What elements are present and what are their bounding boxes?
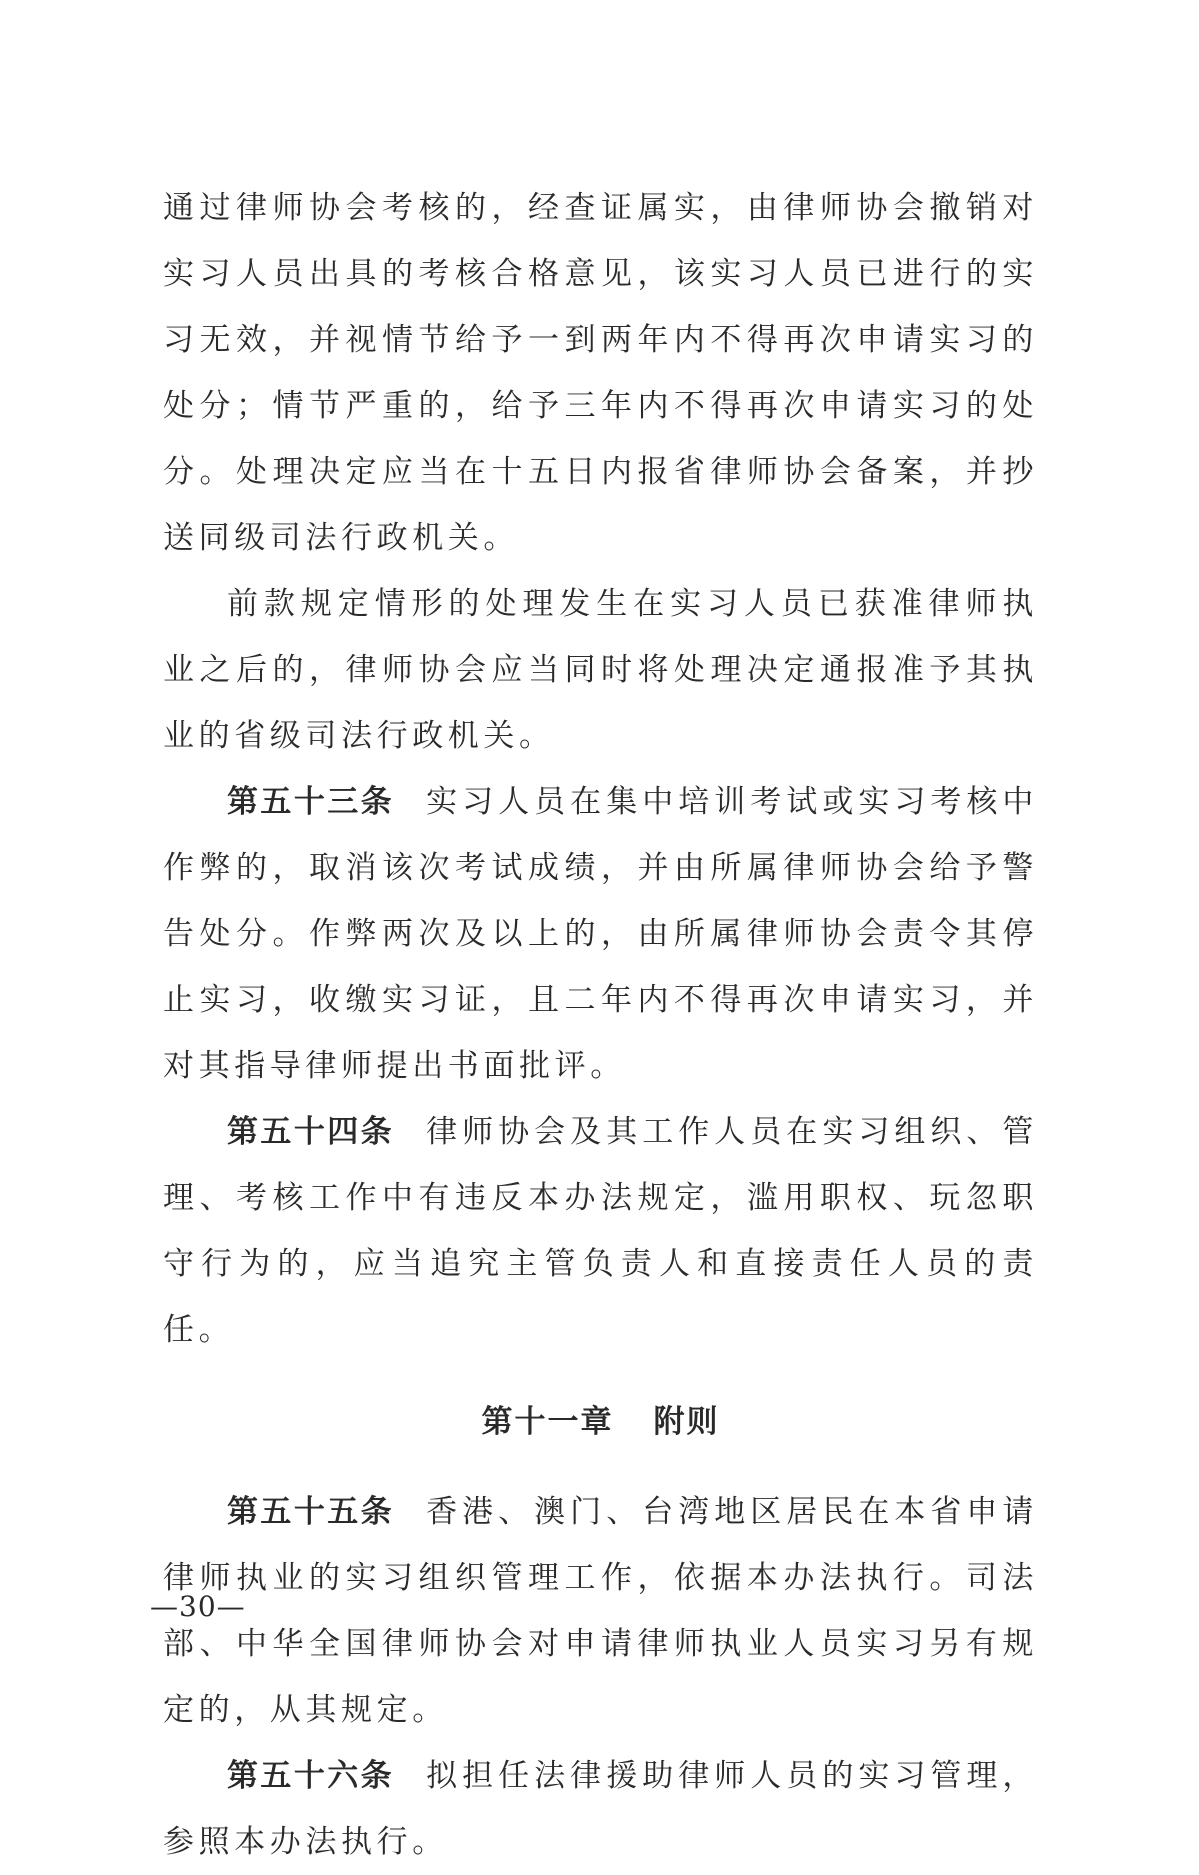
document-page: [163, 175, 1038, 1875]
paragraph: [163, 571, 1038, 769]
article-heading: 第五十六条: [227, 1758, 395, 1794]
paragraph-text: 通过律师协会考核的，经查证属实，由律师协会撤销对实习人员出具的考核合格意见，该实习人员已进行的实习无效，并视情节给予一到两年内不得再次申请实习的处分；情节严重的，给予三年内不得再次申请实习的处分。处理决定应当在十五日内报省律师协会备案，并抄送同级司法行政机关。: [163, 190, 1038, 556]
article-text: 实习人员在集中培训考试或实习考核中作弊的，取消该次考试成绩，并由所属律师协会给予警告处分。作弊两次及以上的，由所属律师协会责令其停止实习，收缴实习证，且二年内不得再次申请实习，并对其指导律师提出书面批评。: [163, 784, 1039, 1084]
article-54: [163, 1099, 1038, 1363]
chapter-heading: [163, 1389, 1038, 1455]
article-text: 拟担任法律援助律师人员的实习管理，参照本办法执行。: [163, 1758, 1039, 1860]
article-heading: 第五十五条: [227, 1494, 395, 1530]
paragraph-text: 前款规定情形的处理发生在实习人员已获准律师执业之后的，律师协会应当同时将处理决定通报准予其执业的省级司法行政机关。: [163, 586, 1038, 754]
chapter-title: 附则: [653, 1404, 720, 1440]
page-number: —30—: [150, 1590, 246, 1623]
article-56: [163, 1743, 1038, 1875]
article-text: 律师协会及其工作人员在实习组织、管理、考核工作中有违反本办法规定，滥用职权、玩忽职守行为的，应当追究主管负责人和直接责任人员的责任。: [163, 1114, 1039, 1348]
article-55: [163, 1479, 1038, 1743]
article-heading: 第五十三条: [227, 784, 395, 820]
chapter-number: 第十一章: [481, 1404, 614, 1440]
paragraph-continuation: [163, 175, 1038, 571]
article-heading: 第五十四条: [227, 1114, 395, 1150]
article-text: 香港、澳门、台湾地区居民在本省申请律师执业的实习组织管理工作，依据本办法执行。司法部、中华全国律师协会对申请律师执业人员实习另有规定的，从其规定。: [163, 1494, 1039, 1728]
article-53: [163, 769, 1038, 1099]
